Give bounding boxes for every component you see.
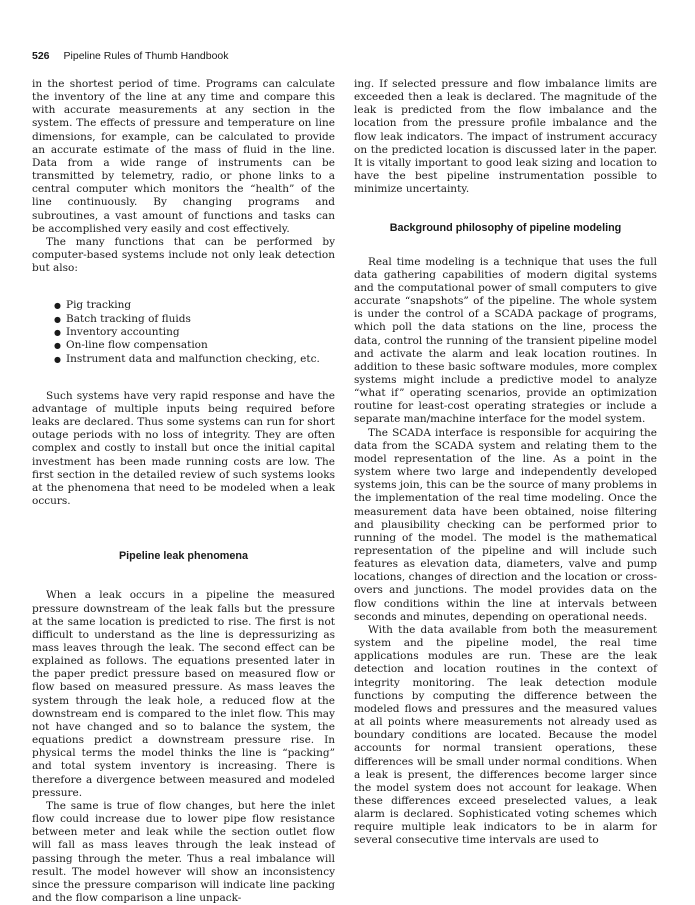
paragraph: Such systems have very rapid response and have the advantage of multiple inputs being required before leaks are declared. Thus some systems can run for short outage periods with no loss of integrity. They are often complex and costly to install but once the initial capital investment has been made running costs are low. The first section in the detailed review of such systems looks at the phenomena that need to be modeled when a leak occurs. — [32, 389, 335, 508]
function-list — [32, 299, 335, 365]
running-head — [32, 50, 229, 62]
paragraph: With the data available from both the measurement system and the pipeline model, the real time applications modules are run. These are the leak detection and location routines in the context of integrity monitoring. The leak detection module functions by computing the difference between the modeled flows and pressures and the measured values at all points where measurements not already used as boundary conditions are located. Because the model accounts for normal transient operations, these differences will be small under normal conditions. When a leak is present, the differences become larger since the model system does not account for leakage. When these differences exceed preselected values, a leak alarm is declared. Sophisticated voting schemes which require multiple leak indicators to be in alarm for several consecutive time intervals are used to — [354, 623, 657, 847]
paragraph: When a leak occurs in a pipeline the measured pressure downstream of the leak falls but the pressure at the same location is predicted to rise. The first is not difficult to understand as the line is depressurizing as mass leaves through the leak. The second effect can be explained as follows. The equations presented later in the paper predict pressure based on measured flow or flow based on measured pressure. As mass leaves the system through the leak hole, a reduced flow at the downstream end is compared to the inlet flow. This may not have changed and so to balance the system, the equations predict a downstream pressure rise. In physical terms the model thinks the line is “packing” and total system inventory is increasing. There is therefore a divergence between measured and modeled pressure. — [32, 589, 335, 799]
paragraph: Real time modeling is a technique that uses the full data gathering capabilities of modern digital systems and the computational power of small computers to give accurate “snapshots” of the pipeline. The whole system is under the control of a SCADA package of programs, which poll the data stations on the line, process the data, control the running of the transient pipeline model and activate the alarm and leak location routines. In addition to these basic software modules, more complex systems might include a predictive model to analyze “what if” operating scenarios, provide an optimization routine for least-cost operating strategies or include a separate man/machine interface for the model system. — [354, 255, 657, 426]
section-heading: Pipeline leak phenomena — [118, 550, 248, 563]
list-item: ● Instrument data and malfunction checking, etc. — [54, 353, 335, 366]
paragraph: The SCADA interface is responsible for acquiring the data from the SCADA system and relating them to the model representation of the line. As a point in the system where two large and independently developed systems join, this can be the source of many problems in the implementation of the real time modeling. Once the measurement data have been obtained, noise filtering and plausibility checking can be performed prior to running of the model. The model is the mathematical representation of the pipeline and will include such features as elevation data, diameters, valve and pump locations, changes of direction and the location or cross-overs and junctions. The model provides data on the flow conditions within the line at intervals between seconds and minutes, depending on operational needs. — [354, 426, 657, 623]
book-title: Pipeline Rules of Thumb Handbook — [63, 50, 229, 62]
paragraph: The many functions that can be performed by computer-based systems include not only leak detection but also: — [32, 235, 335, 275]
right-column — [354, 78, 657, 848]
list-item: ● Inventory accounting — [54, 326, 335, 339]
page-number: 526 — [32, 50, 50, 62]
paragraph: in the shortest period of time. Programs can calculate the inventory of the line at any time and compare this with accurate measurements at any section in the system. The effects of pressure and temperature on line dimensions, for example, can be calculated to provide an accurate estimate of the mass of fluid in the line. Data from a wide range of instruments can be transmitted by telemetry, radio, or phone links to a central computer which monitors the “health” of the line continuously. By changing programs and subroutines, a vast amount of functions and tasks can be accomplished very easily and cost effectively. — [32, 78, 335, 235]
section-heading: Background philosophy of pipeline modeling — [389, 222, 622, 235]
list-item: ● Pig tracking — [54, 299, 335, 312]
paragraph: ing. If selected pressure and flow imbalance limits are exceeded then a leak is declared. The magnitude of the leak is predicted from the flow imbalance and the location from the pressure profile imbalance and the flow leak indicators. The impact of instrument accuracy on the predicted location is discussed later in the paper. It is vitally important to good leak sizing and location to have the best pipeline instrumentation possible to minimize uncertainty. — [354, 78, 657, 196]
left-column — [32, 78, 335, 905]
list-item: ● Batch tracking of fluids — [54, 313, 335, 326]
paragraph: The same is true of flow changes, but here the inlet flow could increase due to lower pipe flow resistance between meter and leak while the section outlet flow will fall as mass leaves through the leak instead of passing through the meter. Thus a real imbalance will result. The model however will show an inconsistency since the pressure comparison will indicate line packing and the flow comparison a line unpack- — [32, 799, 335, 904]
list-item: ● On-line flow compensation — [54, 339, 335, 352]
